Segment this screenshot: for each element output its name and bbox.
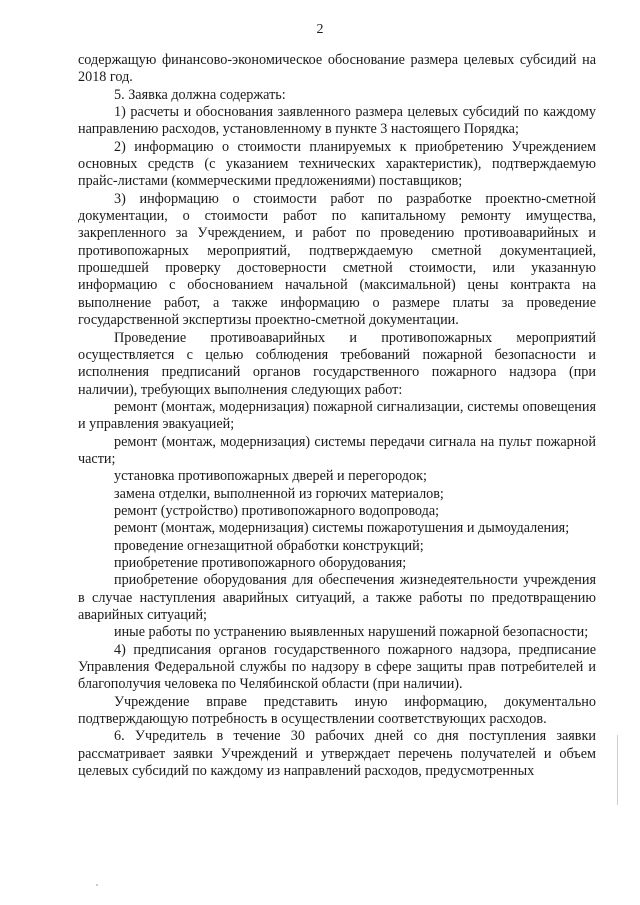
paragraph-other-info: Учреждение вправе представить иную информацию, документально подтверждающую потребность в осуществлении соответствующих расходов. (78, 693, 596, 728)
paragraph-item-6: 6. Учредитель в течение 30 рабочих дней со дня поступления заявки рассматривает заявки Учреждений и утверждает перечень получателей и объем целевых субсидий по каждому из направлений расходов, предусмотренных (78, 728, 596, 780)
page-number: 2 (316, 22, 324, 37)
paragraph-fire-measures: Проведение противоаварийных и противопожарных мероприятий осуществляется с целью соблюдения требований пожарной безопасности и исполнения предписаний органов государственного пожарного надзора (при наличии), требующих выполнения следующих работ: (78, 329, 596, 398)
paragraph-work-alarm: ремонт (монтаж, модернизация) пожарной сигнализации, системы оповещения и управления эвакуацией; (78, 398, 596, 433)
paragraph-item-5: 5. Заявка должна содержать: (114, 86, 286, 103)
paragraph-subitem-4: 4) предписания органов государственного пожарного надзора, предписание Управления Федеральной службы по надзору в сфере защиты прав потребителей и благополучия человека по Челябинской области (при наличии). (78, 641, 596, 693)
paragraph-work-signal: ремонт (монтаж, модернизация) системы передачи сигнала на пульт пожарной части; (78, 433, 596, 467)
paragraph-work-other: иные работы по устранению выявленных нарушений пожарной безопасности; (114, 624, 589, 641)
paragraph-work-equipment: приобретение противопожарного оборудования; (114, 554, 407, 571)
document-body (78, 52, 596, 780)
paragraph-work-doors: установка противопожарных дверей и перегородок; (114, 468, 427, 485)
paragraph-work-finishing: замена отделки, выполненной из горючих материалов; (114, 485, 444, 502)
paragraph-continuation: содержащую финансово-экономическое обоснование размера целевых субсидий на 2018 год. (78, 52, 596, 86)
paragraph-subitem-1: 1) расчеты и обоснования заявленного размера целевых субсидий по каждому направлению расходов, установленному в пункте 3 настоящего Порядка; (78, 104, 596, 138)
paragraph-work-water: ремонт (устройство) противопожарного водопровода; (114, 502, 440, 519)
scan-artifact-line (617, 735, 618, 805)
paragraph-work-fireproofing: проведение огнезащитной обработки конструкций; (114, 537, 424, 554)
scan-artifact-dot (96, 884, 98, 886)
paragraph-subitem-2: 2) информацию о стоимости планируемых к приобретению Учреждением основных средств (с указанием технических характеристик), подтверждаемую прайс-листами (коммерческими предложениями) поставщиков; (78, 138, 596, 190)
paragraph-work-emergency: приобретение оборудования для обеспечения жизнедеятельности учреждения в случае наступления аварийных ситуаций, а также работы по предотвращению аварийных ситуаций; (78, 572, 596, 623)
paragraph-work-extinguishing: ремонт (монтаж, модернизация) системы пожаротушения и дымоудаления; (114, 520, 570, 537)
paragraph-subitem-3: 3) информацию о стоимости работ по разработке проектно-сметной документации, о стоимости работ по капитальному ремонту имущества, закрепленного за Учреждением, и работ по проведению противоаварийных и противопожарных мероприятий, подтверждаемую сметной документацией, прошедшей проверку достоверности сметной стоимости, или указанную информацию с обоснованием начальной (максимальной) цены контракта на выполнение работ, а также информацию о размере платы за проведение государственной экспертизы проектно-сметной документации. (78, 190, 596, 329)
